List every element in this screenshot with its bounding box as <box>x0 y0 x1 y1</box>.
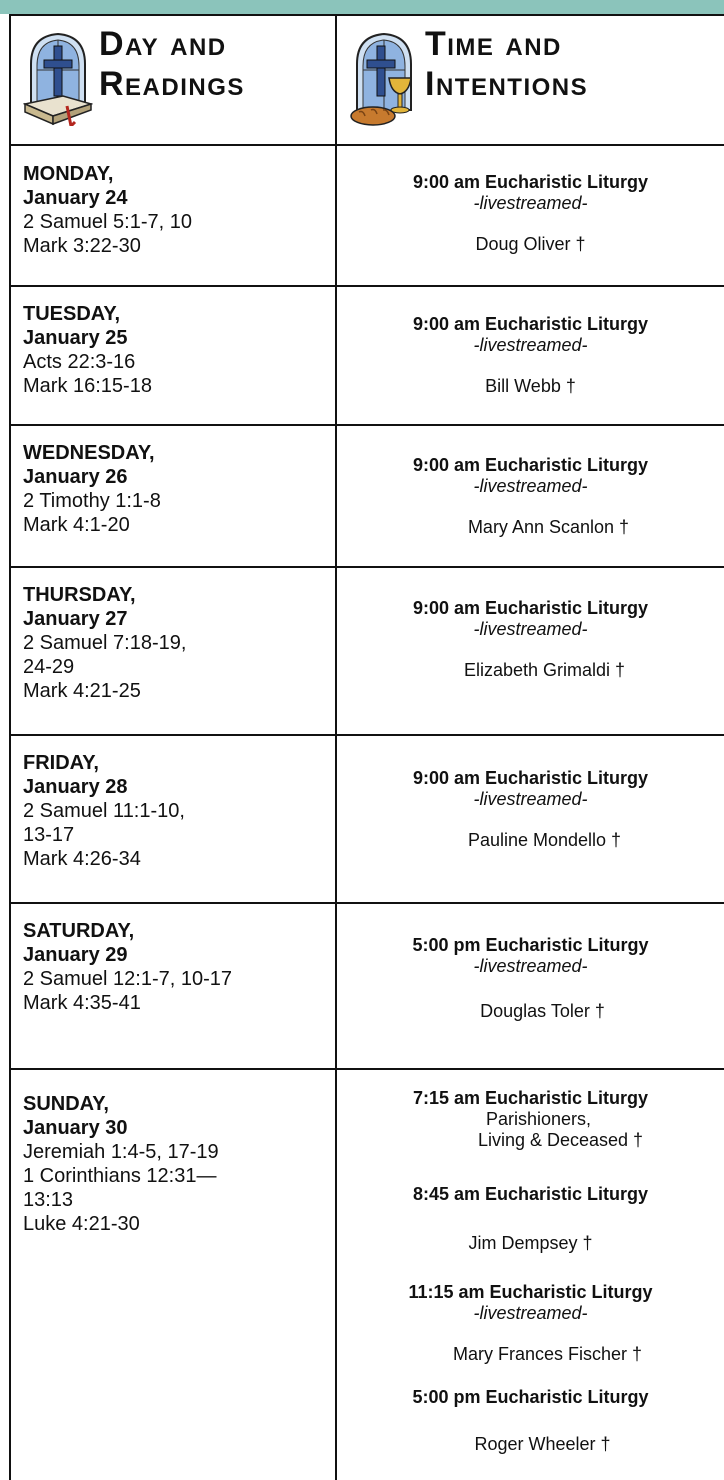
service-time: 5:00 pm Eucharistic Liturgy <box>412 935 649 955</box>
day-date: January 30 <box>23 1117 128 1139</box>
reading: 13-17 <box>23 824 75 846</box>
intention: Mary Frances Fischer † <box>452 1344 643 1364</box>
day-block-thursday <box>23 583 328 703</box>
reading: 24-29 <box>23 656 75 678</box>
service-block <box>337 1088 724 1151</box>
reading: Luke 4:21-30 <box>23 1213 140 1235</box>
day-name: MONDAY, <box>23 163 114 185</box>
service-note: -livestreamed- <box>473 193 588 213</box>
day-name: SATURDAY, <box>23 920 135 942</box>
intention: Pauline Mondello † <box>467 830 622 850</box>
intention: Doug Oliver † <box>475 234 586 254</box>
service-note: -livestreamed- <box>473 476 588 496</box>
reading: 2 Samuel 5:1-7, 10 <box>23 211 192 233</box>
reading: 2 Timothy 1:1-8 <box>23 490 161 512</box>
day-block-friday <box>23 751 328 871</box>
intention: Jim Dempsey † <box>468 1233 593 1253</box>
day-name: SUNDAY, <box>23 1093 109 1115</box>
reading: Mark 4:26-34 <box>23 848 141 870</box>
intention: Mary Ann Scanlon † <box>467 517 630 537</box>
reading: 13:13 <box>23 1189 74 1211</box>
reading: Mark 3:22-30 <box>23 235 141 257</box>
service-time: 8:45 am Eucharistic Liturgy <box>412 1184 649 1204</box>
service-note: -livestreamed- <box>473 956 588 976</box>
reading: 2 Samuel 12:1-7, 10-17 <box>23 968 233 990</box>
day-date: January 25 <box>23 327 128 349</box>
intention: Parishioners, <box>485 1109 592 1129</box>
reading: Mark 4:21-25 <box>23 680 141 702</box>
header-time-intentions <box>337 16 724 144</box>
day-block-monday <box>23 162 328 258</box>
intention: Living & Deceased † <box>477 1130 644 1150</box>
service-block <box>337 314 724 397</box>
service-time: 5:00 pm Eucharistic Liturgy <box>412 1387 649 1407</box>
service-block <box>337 1282 724 1365</box>
service-time: 9:00 am Eucharistic Liturgy <box>412 455 649 475</box>
day-block-sunday <box>23 1092 328 1236</box>
day-date: January 24 <box>23 187 128 209</box>
reading: Acts 22:3-16 <box>23 351 136 373</box>
day-name: THURSDAY, <box>23 584 136 606</box>
row-divider <box>9 1068 724 1070</box>
row-divider <box>9 734 724 736</box>
reading: Mark 16:15-18 <box>23 375 152 397</box>
reading: Mark 4:1-20 <box>23 514 130 536</box>
service-time: 9:00 am Eucharistic Liturgy <box>412 598 649 618</box>
reading: Mark 4:35-41 <box>23 992 141 1014</box>
service-time: 11:15 am Eucharistic Liturgy <box>408 1282 653 1302</box>
service-block <box>337 768 724 851</box>
header-divider <box>9 144 724 146</box>
service-time: 7:15 am Eucharistic Liturgy <box>412 1088 649 1108</box>
church-window-bible-icon <box>23 30 93 126</box>
intention: Bill Webb † <box>485 376 576 396</box>
service-time: 9:00 am Eucharistic Liturgy <box>412 768 649 788</box>
header-title: Day and Readings <box>99 25 245 103</box>
day-block-wednesday <box>23 441 328 537</box>
reading: Jeremiah 1:4-5, 17-19 <box>23 1141 219 1163</box>
intention: Douglas Toler † <box>480 1001 605 1021</box>
service-block <box>337 598 724 681</box>
reading: 2 Samuel 7:18-19, <box>23 632 187 654</box>
header-day-readings <box>11 16 335 144</box>
day-date: January 26 <box>23 466 128 488</box>
day-name: TUESDAY, <box>23 303 121 325</box>
service-note: -livestreamed- <box>473 1303 588 1323</box>
service-note: -livestreamed- <box>473 789 588 809</box>
service-block <box>337 1184 724 1254</box>
church-window-chalice-icon <box>349 30 419 126</box>
header-title: Time and Intentions <box>425 25 589 103</box>
day-date: January 29 <box>23 944 128 966</box>
row-divider <box>9 424 724 426</box>
day-date: January 27 <box>23 608 128 630</box>
day-name: WEDNESDAY, <box>23 442 155 464</box>
row-divider <box>9 566 724 568</box>
service-time: 9:00 am Eucharistic Liturgy <box>412 314 649 334</box>
service-note: -livestreamed- <box>473 619 588 639</box>
day-block-tuesday <box>23 302 328 398</box>
service-block <box>337 1387 724 1455</box>
service-block <box>337 172 724 255</box>
day-date: January 28 <box>23 776 128 798</box>
service-block <box>337 455 724 538</box>
service-note: -livestreamed- <box>473 335 588 355</box>
intention: Elizabeth Grimaldi † <box>463 660 626 680</box>
service-time: 9:00 am Eucharistic Liturgy <box>412 172 649 192</box>
top-color-strip <box>0 0 724 14</box>
reading: 2 Samuel 11:1-10, <box>23 800 185 822</box>
reading: 1 Corinthians 12:31— <box>23 1165 217 1187</box>
intention: Roger Wheeler † <box>474 1434 611 1454</box>
row-divider <box>9 902 724 904</box>
row-divider <box>9 285 724 287</box>
day-block-saturday <box>23 919 328 1015</box>
day-name: FRIDAY, <box>23 752 99 774</box>
service-block <box>337 935 724 1022</box>
